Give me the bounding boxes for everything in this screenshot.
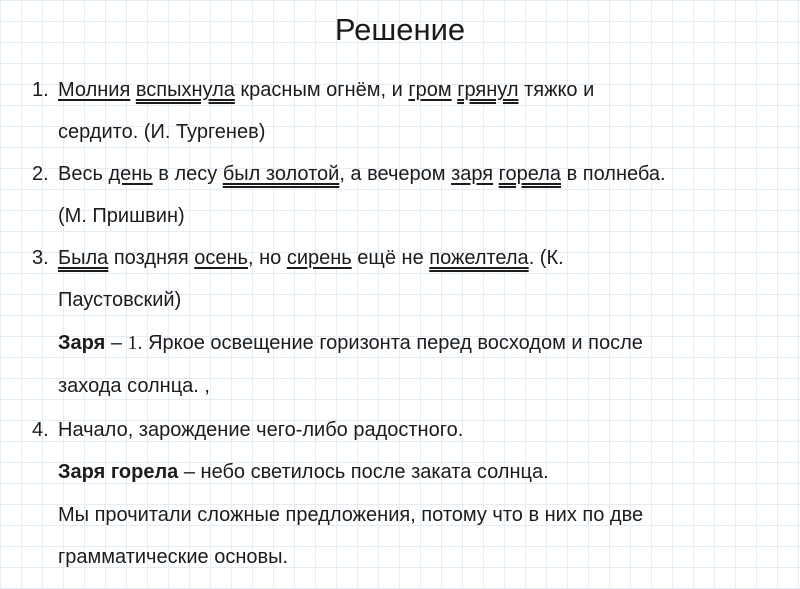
subject-word: заря <box>451 163 494 185</box>
definition-dash: – <box>105 332 128 354</box>
conclusion-line-1: Мы прочитали сложные предложения, потому что в них по две <box>58 504 644 526</box>
subject-word: осень <box>194 247 248 269</box>
predicate-word: вспыхнула <box>135 79 235 101</box>
phrase-line <box>58 460 549 484</box>
phrase-text: – небо светилось после заката солнца. <box>178 461 549 483</box>
predicate-word: пожелтела <box>429 247 529 269</box>
sentence-3-line-1 <box>58 246 564 270</box>
predicate-word: был золотой <box>222 163 340 185</box>
item-4-text: Начало, зарождение чего-либо радостного. <box>58 419 464 441</box>
item-number-2: 2. <box>32 163 49 185</box>
definition-line-2: захода солнца. , <box>58 375 210 397</box>
page-title: Решение <box>334 12 466 47</box>
sentence-text: красным огнём, и <box>234 79 409 101</box>
definition-number: 1. <box>127 332 143 354</box>
sentence-1-line-1 <box>58 78 594 102</box>
item-number-1: 1. <box>32 79 49 101</box>
sentence-2-line-1 <box>58 162 666 186</box>
sentence-2-line-2: (М. Пришвин) <box>58 205 185 227</box>
phrase-term: Заря горела <box>58 461 179 483</box>
sentence-text: ещё не <box>351 247 430 269</box>
sentence-text: в лесу <box>152 163 223 185</box>
sentence-text: поздняя <box>108 247 195 269</box>
sentence-text: тяжко и <box>518 79 595 101</box>
predicate-word: грянул <box>457 79 519 101</box>
sentence-text: . (К. <box>528 247 564 269</box>
predicate-word: горела <box>498 163 562 185</box>
sentence-text: Весь <box>58 163 109 185</box>
item-number-4: 4. <box>32 419 49 441</box>
definition-line-1 <box>58 331 643 355</box>
subject-word: сирень <box>286 247 352 269</box>
conclusion-line-2: грамматические основы. <box>58 546 289 568</box>
sentence-text: в полнеба. <box>561 163 666 185</box>
sentence-text: , но <box>247 247 287 269</box>
sentence-1-line-2: сердито. (И. Тургенев) <box>58 121 266 143</box>
predicate-word: Была <box>58 247 109 269</box>
subject-word: день <box>108 163 153 185</box>
subject-word: гром <box>408 79 452 101</box>
sentence-text: , а вечером <box>339 163 452 185</box>
definition-text: Яркое освещение горизонта перед восходом и после <box>142 332 643 354</box>
item-number-3: 3. <box>32 247 49 269</box>
definition-term: Заря <box>58 332 106 354</box>
sentence-3-line-2: Паустовский) <box>58 289 182 311</box>
subject-word: Молния <box>58 79 131 101</box>
